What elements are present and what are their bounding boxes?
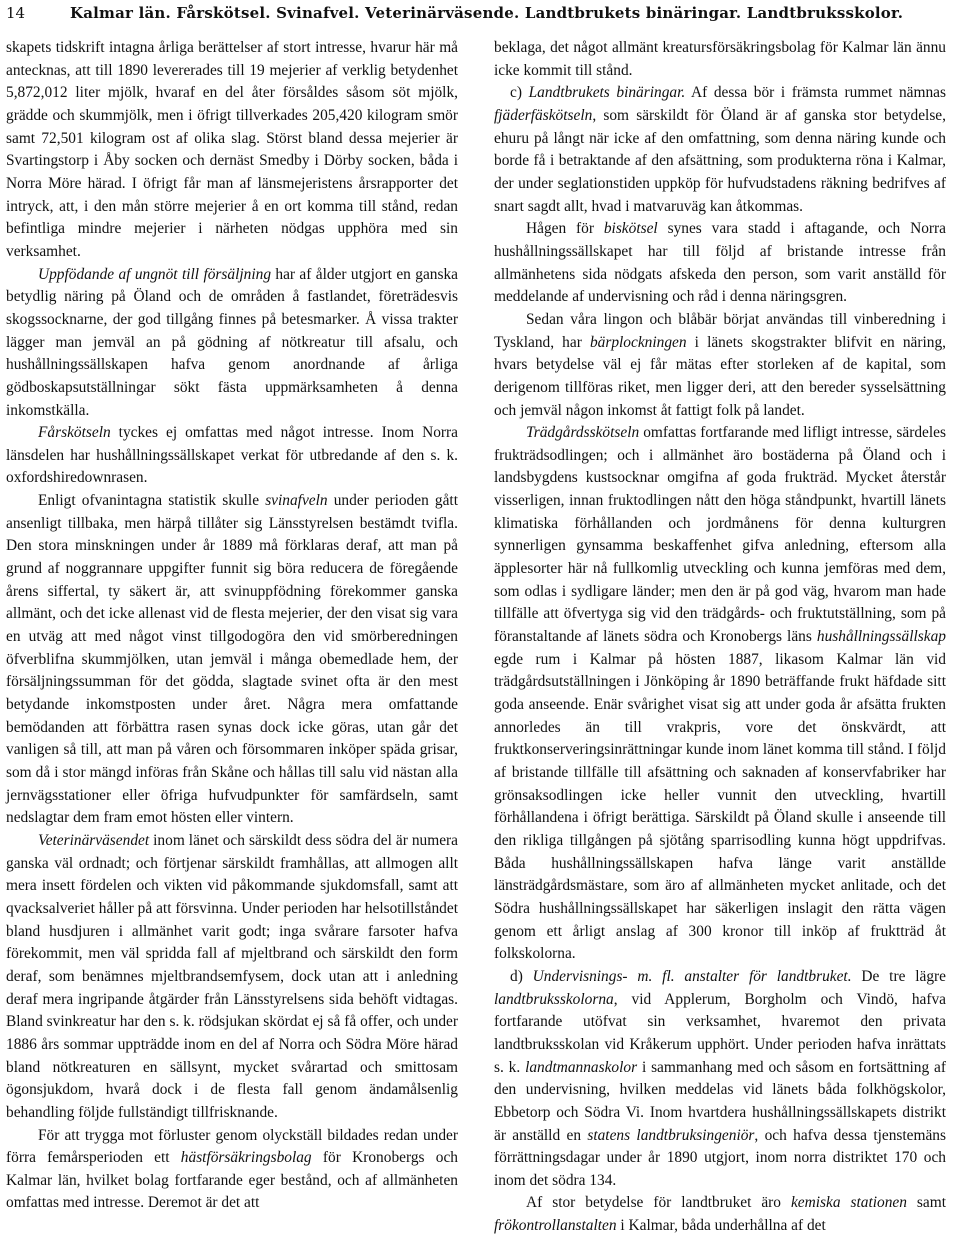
paragraph-text: samt — [906, 1194, 946, 1212]
paragraph-text: tyckes ej omfattas med något intresse. Inom Norra länsdelen har hushållningssällskapet verkat för utbredande af den s. k. oxfordshiredownrasen. — [6, 424, 458, 487]
paragraph-text: För att trygga mot förluster genom olyckställ bildades redan under förra femårsperioden ett — [6, 1126, 458, 1167]
paragraph-text: beklaga, det något allmänt kreatursförsäkringsbolag för Kalmar län ännu icke kommit till stånd. — [494, 39, 946, 79]
section-undervisning — [494, 966, 946, 1193]
emphasis-term: biskötsel — [603, 220, 658, 238]
paragraph-kemiska-stationen — [494, 1192, 946, 1237]
right-column — [494, 37, 946, 1238]
paragraph-uppfodande — [6, 264, 458, 423]
paragraph-text: inom länet och särskildt dess södra del är numera ganska väl ordnadt; och förtjenar särskildt framhållas, att allmogen allt mera insett fördelen och vikten vid påkommande sjukdomsfall, samt att qvacksalveriet håller på att försvinna. Under perioden har helsotillståndet bland husdjuren i allmänhet varit godt; inga svårare farsoter hafva förekommit, men väl spridda fall af mjeltbrand och särskildt den form deraf, som benämnes mjeltbrandsemfysem, dock utan att i anledning deraf mera ingripande åtgärder från Länsstyrelsens sida behöft vidtagas. Bland svinkreatur har den s. k. rödsjukan skördat ej så få offer, och under 1886 års sommar uppträdde inom en del af Norra och Södra Möre härad bland nötkreaturen en sällsynt, mycket svårartad och smittosam ögonsjukdom, hvarå dock i de flesta fall genom ändamålsenlig behandling följde fullständigt tillfrisknande. — [6, 831, 458, 1121]
emphasis-term: Veterinärväsendet — [38, 831, 150, 849]
emphasis-term: hästförsäkringsbolag — [180, 1149, 312, 1167]
paragraph-text: Af stor betydelse för landtbruket äro — [526, 1194, 791, 1212]
section-heading: Undervisnings- m. fl. anstalter för landtbruket. — [532, 967, 852, 985]
paragraph-text: De tre lägre — [851, 967, 946, 985]
emphasis-term: Trädgårdsskötseln — [526, 424, 640, 442]
paragraph-text: Enligt ofvanintagna statistik skulle — [38, 492, 266, 510]
running-title: Kalmar län. Fårskötsel. Svinafvel. Veterinärväsende. Landtbrukets binäringar. Landtbruksskolor. — [70, 4, 904, 22]
section-binaringar — [494, 82, 946, 218]
emphasis-term: landtbruksskolorna — [494, 990, 614, 1008]
paragraph-text: i Kalmar, båda underhållna af det — [616, 1217, 826, 1235]
paragraph-text: egde rum i Kalmar på hösten 1887, likasom Kalmar län vid trädgårdsutställningen i Jönköping år 1890 beträffande frukt häfdade sitt goda anseende. Enär svårighet visat sig att under goda år afsätta frukten annorledes än till vrakpris, vore det önskvärdt, att fruktkonserveringsinrättningar kunde inom länet komma till stånd. I följd af bristande tillfälle till afsättning och saknaden af konservfabriker har grönsaksodlingen icke heller vunnit den utveckling, hvartill förhållandena i öfrigt berättiga. Särskildt på Öland skulle i anseende till den rikliga tillgången på sjötång sparrisodling kunna högt uppdrifvas. Båda hushållningssällskapen hafva länge varit anställde länsträdgårdsmästare, som äro af allmänheten mycket anlitade, och det Södra hushållningssällskapet har säkerligen inslagit den rätta vägen genom ett årligt anslag af 300 kronor till inköp af fruktträd åt folkskolorna. — [494, 650, 946, 963]
emphasis-term: hushållningssällskap — [816, 628, 946, 646]
paragraph-text: , vid Applerum, Borgholm och Vindö, hafva fortfarande utöfvat sin verksamhet, hvaremot den privata landtbruksskolan vid Kråkerum upphört. Under perioden hafva inrättats s. k. — [494, 990, 946, 1076]
paragraph-text: i länets skogstrakter blifvit en näring, hvars betydelse väl ej får mätas efter storleken af de kapital, som derigenom tillföras riket, men ligger deri, att den bereder sysselsättning och jemväl någon inkomst åt fattigt folk på landet. — [494, 333, 946, 419]
paragraph-text: Af dessa bör i främsta rummet nämnas — [685, 84, 946, 102]
paragraph-farskotsel — [6, 422, 458, 490]
section-letter: d) — [510, 967, 533, 985]
paragraph-text: synes vara stadd i aftagande, och Norra hushållningssällskapet har till följd af bristande intresse från allmänhetens sida nödgats afskeda den person, som varit anställd för meddelande af undervisning och råd i denna näringsgren. — [494, 220, 946, 306]
paragraph-text: , och hafva dessa tjenstemäns förrättningsdagar under år 1890 utgjort, inom norra distriktet 170 och inom det södra 134. — [494, 1126, 946, 1189]
paragraph-text: under perioden gått ansenligt tillbaka, men härpå tillåter sig Länsstyrelsen bestämdt tvifla. Den stora minskningen under år 1889 må förklaras deraf, att man på grund af noggrannare uppgifter funnit sig böra reducera de föregående årens siffertal, ty säkert är, att svinuppfödning förekommer ganska allmänt, och det icke allenast vid de flesta mejerier, der den visat sig vara en utväg att med något vinst tillgodogöra den vid smörberedningen öfverblifna skummjölken, utan jemväl i många obemedlade hem, der försäljningssumman för det gödda, slagtade svinet ofta är den mest betydande inkomstposten under året. Några mera omfattande bemödanden att förbättra rasen synas dock icke göras, utan går det vanligen så till, att man på våren och försommaren inköper späda grisar, som då i stor mängd införas från Skåne och hållas till salu vid nästan alla jernvägsstationer eller öfriga hufvudpunkter för samfärdseln, samt nedslagtar dem fram emot hösten eller vintern. — [6, 492, 458, 827]
emphasis-term: Uppfödande af ungnöt till försäljning — [38, 265, 272, 283]
paragraph-text: omfattas fortfarande med lifligt intresse, särdeles frukträdsodlingen; och i allmänhet äro bostäderna på Öland och i landsbygdens kustsocknar omgifna af goda frukträd. Mycket återstår visserligen, innan fruktodlingen nått den höga ståndpunkt, hvartill länets klimatiska förhållanden och jordmånens för denna kulturgren synnerligen gynsamma beskaffenhet gifva anledning, eftersom alla äpplesorter här nå fullkomlig utveckling och kunna jemföras med dem, som odlas i sydligare länder; men den är på god väg, hvarom man hade tillfälle att öfvertyga sig vid den trädgårds- och fruktutställning, som på föranstaltande af länets södra och Kronobergs läns — [494, 424, 946, 646]
emphasis-term: statens landtbruksingeniör — [587, 1126, 755, 1144]
emphasis-term: landtmannaskolor — [525, 1058, 638, 1076]
emphasis-term: kemiska stationen — [790, 1194, 907, 1212]
paragraph-text: för Kronobergs och Kalmar län, hvilket bolag fortfarande eger bestånd, och af allmänheten omfattas med intresse. Deremot är det att — [6, 1149, 458, 1212]
emphasis-term: frökontrollanstalten — [494, 1217, 617, 1235]
paragraph-text: , som särskildt för Öland är af ganska stor betydelse, ehuru på långt när icke af den omfattning, som denna näring kunde och borde få i betraktande af den afsättning, som produkterna röna i Kalmar, der under seglationstiden uppköp för hufvudstadens räkning bedrifves af snart sagdt allt, hvad i matvaruväg kan åtkommas. — [494, 106, 946, 215]
paragraph-text: Sedan våra lingon och blåbär börjat användas till vinberedning i Tyskland, har — [494, 310, 946, 351]
page-header — [6, 0, 954, 26]
paragraph-biskotsel — [494, 218, 946, 309]
section-heading: Landtbrukets binäringar. — [528, 84, 686, 102]
paragraph-tradgardsskotsel — [494, 422, 946, 966]
paragraph-svinafvel — [6, 490, 458, 830]
paragraph-text: har af ålder utgjort en ganska betydlig näring på Öland och de områden å fastlandet, företrädesvis skogssocknarne, der god tillgång finnes på betesmarker. Å vissa trakter lägger man jemväl an på gödning af nötkreatur till afsalu, och hushållningssällskapen hafva genom anordnande af årliga gödboskapsutställningar sökt fästa uppmärksamheten å denna inkomstkälla. — [6, 265, 458, 419]
paragraph-text: skapets tidskrift intagna årliga berättelser af stort intresse, hvarur här må antecknas, att till 1890 levererades till 19 mejerier af verklig betydenhet 5,872,012 liter mjölk, hvaraf en del åter försåldes såsom söt mjölk, grädde och skummjölk, men i öfrigt tillverkades 205,420 kilogram smör samt 72,501 kilogram ost af olika slag. Störst bland dessa mejerier är Svartingstorp i Åby socken och dernäst Smedby i Dörby socken, båda i Norra Möre härad. I öfrigt får man af länsmejeristens årsrapporter det intryck, att, i den mån större mejerier å en ort komma till stånd, redan befintliga mindre mejerier i närheten nödgas upphöra med sin verksamhet. — [6, 39, 458, 260]
emphasis-term: svinafveln — [265, 492, 328, 510]
emphasis-term: bärplockningen — [589, 333, 687, 351]
paragraph-text: i sammanhang med och såsom en fortsättning af den undervisning, hvilken meddelas vid länets båda folkhögskolor, Ebbetorp och Södra Vi. Inom hvartdera hushållningssällskapets distrikt är anställd en — [494, 1058, 946, 1144]
paragraph-forsakring — [6, 1125, 458, 1216]
paragraph-barplockning — [494, 309, 946, 422]
emphasis-term: Fårskötseln — [38, 424, 111, 442]
paragraph-mejerier — [6, 37, 458, 264]
paragraph-veterinarvasende — [6, 830, 458, 1125]
left-column — [6, 37, 458, 1215]
emphasis-term: fjäderfäskötseln — [494, 106, 593, 124]
paragraph-text: Hågen för — [526, 220, 604, 238]
page-number: 14 — [6, 4, 26, 22]
paragraph-kreatursforsakring — [494, 37, 946, 82]
section-letter: c) — [510, 84, 529, 102]
